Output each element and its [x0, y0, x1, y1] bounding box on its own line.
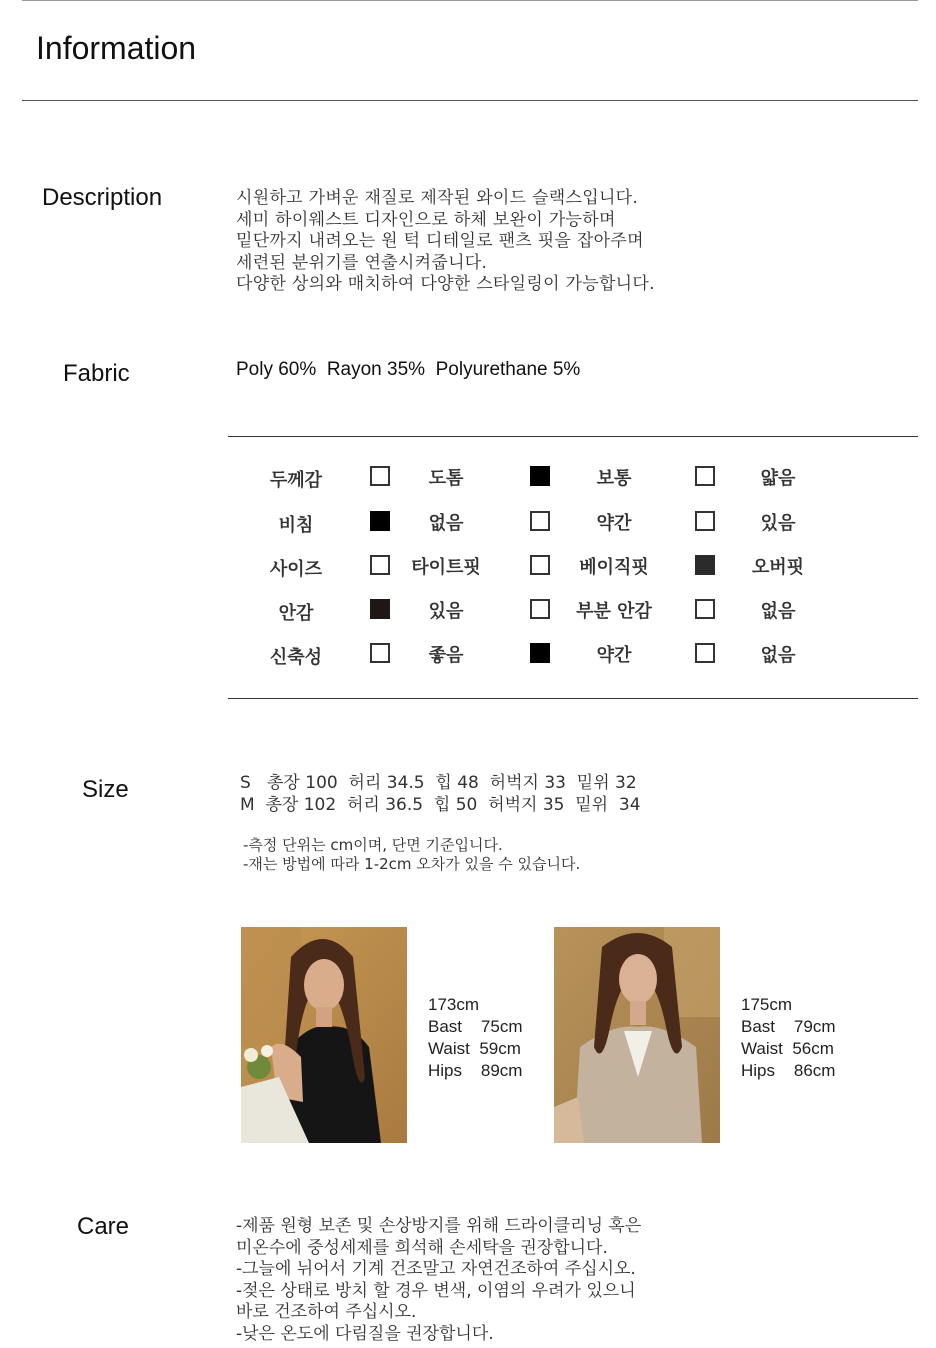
fabric-composition: Poly 60% Rayon 35% Polyurethane 5%	[236, 359, 581, 380]
size-row-s: S 총장 100 허리 34.5 힙 48 허벅지 33 밑위 32	[240, 773, 637, 793]
description-line: 밑단까지 내려오는 원 턱 디테일로 팬츠 핏을 잡아주며	[236, 231, 644, 251]
size-label: Size	[82, 776, 129, 803]
model-height: 175cm	[741, 995, 793, 1014]
attribute-row	[228, 551, 918, 581]
description-line: 시원하고 가벼운 재질로 제작된 와이드 슬랙스입니다.	[236, 188, 639, 208]
model-info-2	[741, 994, 835, 1082]
size-notes	[243, 836, 580, 874]
attribute-option: 부분 안감	[576, 601, 652, 622]
top-divider	[22, 0, 918, 1]
size-row-m: M 총장 102 허리 36.5 힙 50 허벅지 35 밑위 34	[240, 795, 641, 815]
attribute-option: 얇음	[760, 468, 796, 489]
grid-top-divider	[228, 436, 918, 437]
model-hips: Hips 89cm	[428, 1061, 523, 1080]
model-height: 173cm	[428, 995, 480, 1014]
attribute-option: 베이직핏	[579, 557, 649, 578]
care-line: -그늘에 뉘어서 기계 건조말고 자연건조하여 주십시오.	[236, 1259, 636, 1279]
model-waist: Waist 59cm	[428, 1039, 521, 1058]
attribute-option: 좋음	[428, 645, 464, 666]
attribute-row	[228, 595, 918, 625]
attribute-option: 타이트핏	[411, 557, 481, 578]
attribute-option: 없음	[428, 513, 464, 534]
description-text	[236, 188, 655, 296]
attribute-option: 있음	[760, 513, 796, 534]
care-line: 바로 건조하여 주십시오.	[236, 1302, 417, 1322]
attribute-row	[228, 462, 918, 492]
size-table	[240, 772, 641, 816]
attribute-row	[228, 639, 918, 669]
description-label: Description	[42, 184, 163, 211]
attribute-label: 비침	[278, 515, 314, 536]
attribute-option: 없음	[760, 601, 796, 622]
attribute-row	[228, 507, 918, 537]
model-bust: Bast 75cm	[428, 1017, 523, 1036]
model-bust: Bast 79cm	[741, 1017, 836, 1036]
description-line: 세미 하이웨스트 디자인으로 하체 보완이 가능하며	[236, 209, 616, 230]
model-hips: Hips 86cm	[741, 1061, 836, 1080]
attribute-option: 약간	[596, 645, 632, 666]
attribute-option: 있음	[428, 601, 464, 622]
attribute-label: 신축성	[269, 647, 323, 668]
size-note: -측정 단위는 cm이며, 단면 기준입니다.	[243, 836, 503, 854]
model-photo-1	[241, 927, 407, 1143]
fabric-label: Fabric	[63, 360, 130, 387]
page-title: Information	[36, 30, 197, 66]
attribute-option: 오버핏	[751, 557, 805, 578]
description-line: 다양한 상의와 매치하여 다양한 스타일링이 가능합니다.	[236, 274, 655, 294]
care-line: -낮은 온도에 다림질을 권장합니다.	[236, 1323, 494, 1344]
model-waist: Waist 56cm	[741, 1039, 834, 1058]
size-note: -재는 방법에 따라 1-2cm 오차가 있을 수 있습니다.	[243, 855, 581, 873]
attribute-option: 없음	[760, 645, 796, 666]
care-label: Care	[77, 1213, 130, 1240]
attribute-option: 도톰	[428, 468, 464, 489]
header-divider	[22, 100, 918, 101]
attribute-label: 사이즈	[269, 559, 323, 580]
care-line: 미온수에 중성세제를 희석해 손세탁을 권장합니다.	[236, 1237, 608, 1258]
grid-bottom-divider	[228, 698, 918, 699]
model-info-1	[428, 994, 522, 1082]
attribute-option: 약간	[596, 513, 632, 534]
care-line: -제품 원형 보존 및 손상방지를 위해 드라이클리닝 혹은	[236, 1216, 642, 1236]
attribute-option: 보통	[596, 468, 632, 489]
attribute-label: 두께감	[269, 470, 323, 491]
description-line: 세련된 분위기를 연출시켜줍니다.	[236, 252, 488, 273]
care-line: -젖은 상태로 방치 할 경우 변색, 이염의 우려가 있으니	[236, 1280, 636, 1301]
model-photo-2	[554, 927, 720, 1143]
attribute-label: 안감	[278, 603, 314, 624]
care-instructions	[236, 1216, 641, 1345]
